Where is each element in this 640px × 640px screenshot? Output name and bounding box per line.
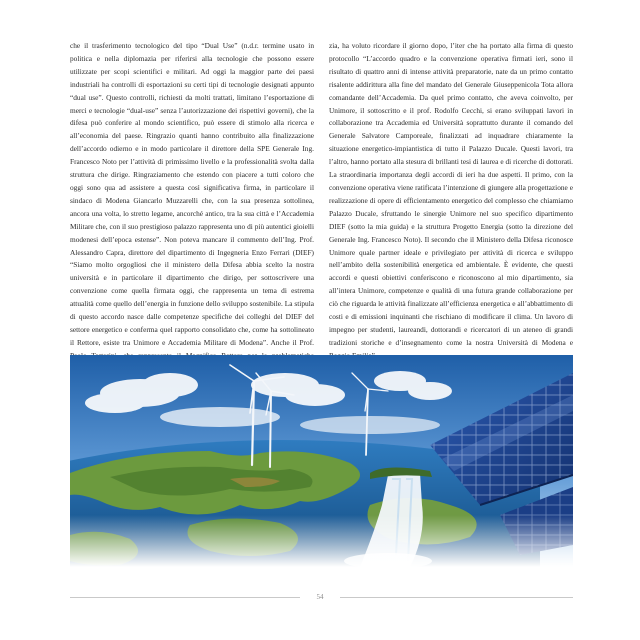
article-column-left (70, 40, 314, 352)
bottom-fade (70, 515, 573, 567)
left-column-text: che il trasferimento tecnologico del tipo “Dual Use” (n.d.r. termine usato in politica e nella diplomazia per riferirsi alla tecnologie che possono essere utilizzate per scopi scientifici e militari. Ad oggi la maggior parte dei paesi industriali ha controlli di esportazioni su certi tipi di tecnologie designati appunto “dual use”. Questo controlli, richiesti da molti trattati, limitano l’esportazione di merci e tecnologie “dual-use” senza l’autorizzazione dei rispettivi governi), che la difesa può conferire al mondo scientifico, può essere di stimolo alla ricerca e all’economia del paese. Ringrazio quanti hanno contribuito alla finalizzazione dell’accordo odierno e in modo particolare il direttore della SPE Generale Ing. Francesco Noto per l’attività di primissimo livello e la professionalità svolta dalla struttura che dirige. Ringraziamento che estendo con piacere a tutti coloro che oggi sono qua ad assistere a questa così significativa firma, in particolare il sindaco di Modena Giancarlo Muzzarelli che, con la sua presenza sottolinea, ancora una volta, lo stretto legame, ancorché antico, tra la sua città e l’Accademia Militare che, con il suo prestigioso palazzo rappresenta uno di più autentici gioielli modenesi dell’epoca estense”. Non poteva mancare il commento dell’Ing. Prof. Alessandro Capra, direttore del dipartimento di Ingegneria Enzo Ferrari (DIEF) “Siamo molto orgogliosi che il ministero della Difesa abbia scelto la nostra università e in particolare il dipartimento che dirigo, per sottoscrivere una convenzione come quella firmata oggi, che rappresenta un tema di estrema attualità come quello dell’energia in funzione dello sviluppo sostenibile. La stipula di questo accordo nasce dalle competenze specifiche dei colleghi del DIEF del settore energetico e conferma quel rapporto consolidato che, come ha sottolineato il Rettore, esiste tra Unimore e Accademia Militare di Modena”. Anche il Prof. (70, 41, 314, 347)
renewable-energy-illustration (70, 355, 573, 567)
illustration-artwork (70, 355, 573, 567)
right-column-text: zia, ha voluto ricordare il giorno dopo, l’iter che ha portato alla firma di questo protocollo “L’accordo quadro e la convenzione operativa firmati ieri, sono il risultato di quattro anni di intense attività preparatorie, nate da un primo contatto risalente addirittura alla fine del mandato del Generale Giuseppenicola Tota allora comandante dell’Accademia. Da quel primo contatto, che aveva coinvolto, per Unimore, il sottoscritto e il prof. Rodolfo Cecchi, si erano sviluppati lavori in collaborazione tra Accademia ed Università soprattutto durante il comando del Generale Salvatore Camporeale, finalizzati ad inquadrare chiaramente la situazione energetico-impiantistica di tutto il Palazzo Ducale. Questi lavori, tra l’altro, hanno portato alla stesura di brillanti tesi di laurea e di ricerche di dottorati. La straordinaria importanza degli accordi di ieri ha due aspetti. Il primo, con la convenzione operativa viene ratificata l’intenzione di giungere alla progettazione e realizzazione di opere di efficientamento energetico del complesso che chiamiamo Palazzo Ducale, sfruttando le sinergie Unimore nel suo specifico dipartimento DIEF (sotto la mia guida) e la struttura Progetto Energia (sotto la direzione del Generale Ing. Francesco Noto). Il secondo che il Ministero della Difesa riconosce Unimore quale partner ideale e privilegiato per attività di ricerca e sviluppo nell’ambito della sostenibilità energetica ed ambientale. È evidente, che questi accordi e questi obiettivi conferiscono e riconoscono al mio dipartimento, sia all’intera Unimore, competenze e qualità di una futura grande collaborazione per ciò che riguarda le attività finalizzate all’efficienza energetica e all’abbattimento di costi e di emissioni inquinanti che rischiano di modificare il clima. Un lavoro di impegno per studenti, laureandi, dottorandi e ricercatori di un ateneo di grandi tradizioni storiche e d’insegnamento come la nostra Università di Modena e (329, 41, 573, 347)
page-number: 54 (300, 593, 340, 602)
article-column-right (329, 40, 573, 352)
article-body (70, 40, 573, 352)
